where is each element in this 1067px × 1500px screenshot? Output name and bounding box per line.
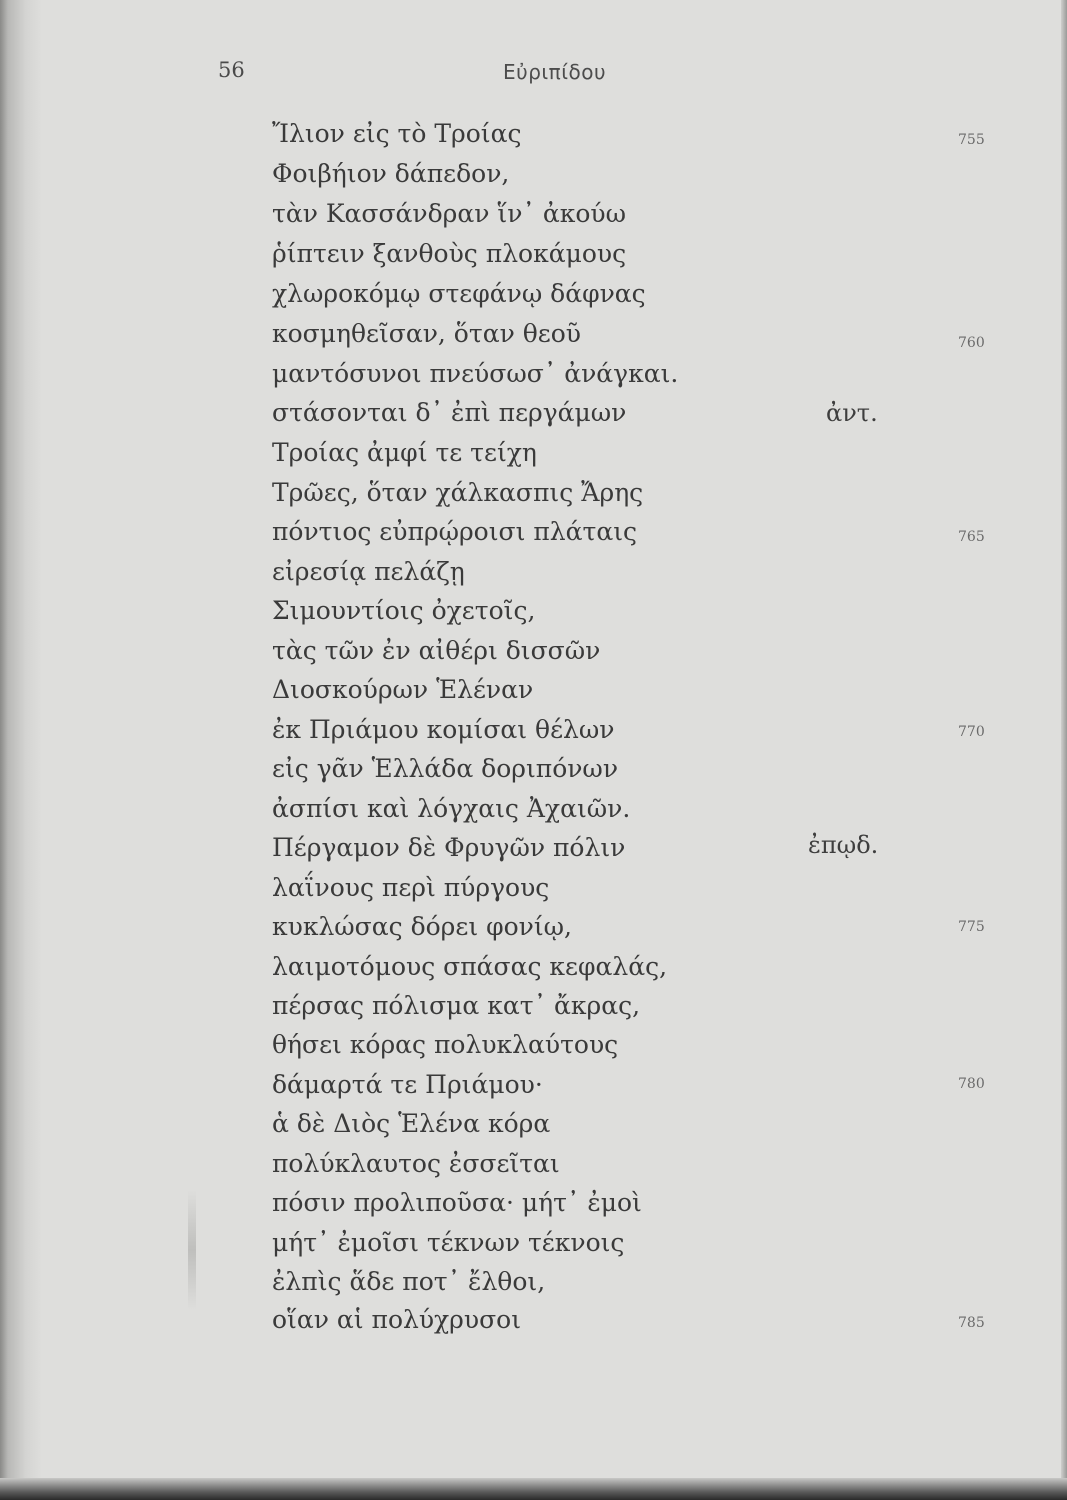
verse-line: οἵαν αἱ πολύχρυσοι [272, 1305, 521, 1334]
verse-line: τὰς τῶν ἐν αἰθέρι δισσῶν [272, 636, 601, 665]
epode-marker: ἐπῳδ. [808, 831, 879, 859]
verse-line: ἀσπίσι καὶ λόγχαις Ἀχαιῶν. [272, 794, 631, 823]
verse-line: Πέργαμον δὲ Φρυγῶν πόλιν [272, 833, 626, 862]
verse-line: χλωροκόμῳ στεφάνῳ δάφνας [272, 279, 646, 308]
line-number: 765 [958, 529, 985, 545]
verse-line: τὰν Κασσάνδραν ἵν᾽ ἀκούω [272, 199, 626, 228]
verse-line: ἐκ Πριάμου κομίσαι θέλων [272, 715, 615, 744]
verse-line: μαντόσυνοι πνεύσωσ᾽ ἀνάγκαι. [272, 359, 679, 388]
verse-line: θήσει κόρας πολυκλαύτους [272, 1030, 619, 1059]
line-number: 760 [958, 335, 985, 351]
line-number: 755 [958, 132, 985, 148]
verse-line: κυκλώσας δόρει φονίῳ, [272, 912, 572, 941]
running-title: Εὐριπίδου [503, 60, 607, 84]
verse-line: Ἴλιον εἰς τὸ Τροίας [272, 119, 522, 148]
verse-line: στάσονται δ᾽ ἐπὶ περγάμων [272, 398, 627, 427]
verse-line: πόντιος εὐπρῴροισι πλάταις [272, 517, 638, 546]
verse-line: πόσιν προλιποῦσα· μήτ᾽ ἐμοὶ [272, 1188, 642, 1217]
verse-line: λαιμοτόμους σπάσας κεφαλάς, [272, 952, 668, 981]
page-number: 56 [218, 58, 245, 82]
verse-line: μήτ᾽ ἐμοῖσι τέκνων τέκνοις [272, 1228, 625, 1257]
line-number: 780 [958, 1076, 985, 1092]
verse-line: πολύκλαυτος ἐσσεῖται [272, 1149, 560, 1178]
margin-smudge [188, 1190, 196, 1310]
antistrophe-marker: ἀντ. [826, 399, 878, 427]
verse-line: ῥίπτειν ξανθοὺς πλοκάμους [272, 239, 627, 268]
verse-line: ἐλπὶς ἅδε ποτ᾽ ἔλθοι, [272, 1267, 546, 1296]
line-number: 770 [958, 724, 985, 740]
page-bottom-edge [0, 1478, 1067, 1500]
verse-line: ἁ δὲ Διὸς Ἑλένα κόρα [272, 1109, 551, 1138]
verse-line: εἰς γᾶν Ἑλλάδα δοριπόνων [272, 754, 619, 783]
verse-line: εἰρεσίᾳ πελάζῃ [272, 557, 465, 586]
verse-line: λαΐνους περὶ πύργους [272, 873, 550, 902]
verse-line: κοσμηθεῖσαν, ὅταν θεοῦ [272, 319, 581, 348]
line-number: 785 [958, 1315, 985, 1331]
verse-line: Τροίας ἀμφί τε τείχη [272, 438, 537, 467]
verse-line: Σιμουντίοις ὀχετοῖς, [272, 596, 536, 625]
verse-line: δάμαρτά τε Πριάμου· [272, 1070, 543, 1099]
page-right-edge [1061, 0, 1067, 1500]
verse-line: πέρσας πόλισμα κατ᾽ ἄκρας, [272, 991, 641, 1020]
verse-line: Διοσκούρων Ἑλέναν [272, 675, 534, 704]
page-spine-shadow [0, 0, 42, 1500]
verse-line: Τρῶες, ὅταν χάλκασπις Ἄρης [272, 478, 644, 507]
line-number: 775 [958, 919, 985, 935]
verse-line: Φοιβήιον δάπεδον, [272, 159, 510, 188]
